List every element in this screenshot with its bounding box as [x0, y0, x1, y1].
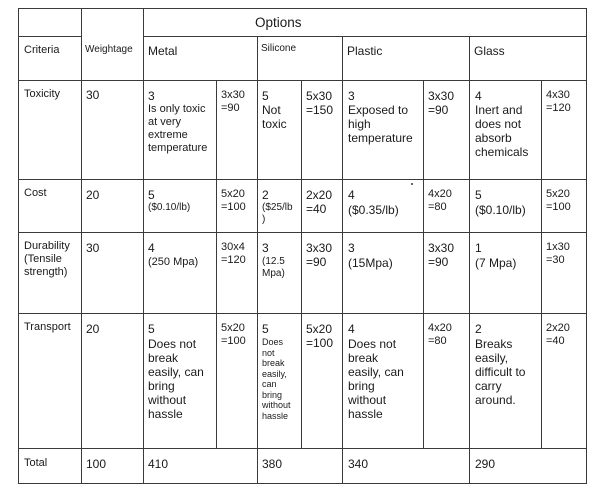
silicone-calc: 2x20 =40	[306, 188, 333, 217]
silicone-score: 5	[262, 322, 269, 336]
silicone-calc: 5x30 =150	[306, 89, 334, 118]
plastic-note: (15Mpa)	[348, 256, 393, 270]
glass-score: 5	[475, 188, 482, 202]
glass-note: ($0.10/lb)	[475, 203, 526, 217]
total-plastic: 340	[348, 457, 369, 471]
plastic-score: 3	[348, 241, 355, 255]
plastic-calc: 4x20 =80	[428, 322, 452, 347]
row-criteria-cost: Cost	[24, 187, 47, 199]
silicone-score: 2	[262, 188, 269, 202]
glass-score: 2	[475, 322, 482, 336]
table-border	[19, 9, 587, 484]
total-silicone: 380	[262, 457, 283, 471]
silicone-calc: 3x30 =90	[306, 241, 333, 270]
metal-score: 5	[148, 322, 155, 336]
plastic-note: Does not break easily, can bring without hassle	[348, 337, 404, 422]
metal-note: Is only toxic at very extreme temperature	[148, 103, 208, 154]
glass-note: (7 Mpa)	[475, 256, 517, 270]
silicone-note: (12.5 Mpa)	[262, 256, 285, 279]
total-glass: 290	[475, 457, 496, 471]
row-weightage: 20	[86, 322, 100, 336]
metal-note: ($0.10/lb)	[148, 202, 191, 213]
total-weightage: 100	[86, 457, 107, 471]
row-criteria-transport: Transport	[24, 321, 71, 333]
plastic-score: 4	[348, 188, 355, 202]
glass-note: Breaks easily, difficult to carry around.	[475, 337, 526, 408]
row-criteria-durability: Durability (Tensile strength)	[24, 240, 70, 278]
plastic-score: 4	[348, 322, 355, 336]
glass-note: Inert and does not absorb chemicals	[475, 103, 529, 160]
metal-calc: 5x20 =100	[221, 322, 246, 347]
plastic-score: 3	[348, 89, 355, 103]
silicone-score: 3	[262, 241, 269, 255]
silicone-note: Not toxic	[262, 103, 287, 132]
silicone-calc: 5x20 =100	[306, 322, 334, 351]
row-weightage: 30	[86, 241, 100, 255]
row-criteria-toxicity: Toxicity	[24, 88, 61, 100]
options-header: Options	[255, 15, 302, 30]
glass-score: 1	[475, 241, 482, 255]
glass-calc: 4x30 =120	[546, 89, 571, 114]
material-glass: Glass	[474, 44, 505, 58]
plastic-calc: 3x30 =90	[428, 89, 455, 118]
plastic-note: Exposed to high temperature	[348, 103, 413, 146]
criteria-header: Criteria	[24, 44, 60, 56]
total-label: Total	[24, 457, 48, 469]
glass-calc: 2x20 =40	[546, 322, 570, 347]
weightage-header: Weightage	[85, 44, 133, 55]
silicone-note: Does not break easily, can bring without hassle	[262, 337, 291, 421]
metal-score: 4	[148, 241, 155, 255]
silicone-score: 5	[262, 89, 269, 103]
metal-note: Does not break easily, can bring without hassle	[148, 337, 204, 422]
plastic-calc: 3x30 =90	[428, 241, 455, 270]
plastic-calc: 4x20 =80	[428, 188, 452, 213]
row-weightage: 20	[86, 188, 100, 202]
total-metal: 410	[148, 457, 169, 471]
plastic-note: ($0.35/lb)	[348, 203, 399, 217]
glass-calc: 1x30 =30	[546, 241, 570, 266]
metal-calc: 30x4 =120	[221, 241, 246, 266]
glass-calc: 5x20 =100	[546, 188, 571, 213]
material-plastic: Plastic	[347, 44, 383, 58]
glass-score: 4	[475, 89, 482, 103]
silicone-note: ($25/lb )	[262, 202, 293, 225]
material-silicone: Silicone	[261, 43, 297, 54]
row-weightage: 30	[86, 88, 100, 102]
metal-score: 5	[148, 188, 155, 202]
metal-note: (250 Mpa)	[148, 256, 199, 268]
stray-dot	[411, 183, 413, 185]
material-metal: Metal	[148, 44, 178, 58]
metal-score: 3	[148, 89, 155, 103]
metal-calc: 5x20 =100	[221, 188, 246, 213]
metal-calc: 3x30 =90	[221, 89, 245, 114]
